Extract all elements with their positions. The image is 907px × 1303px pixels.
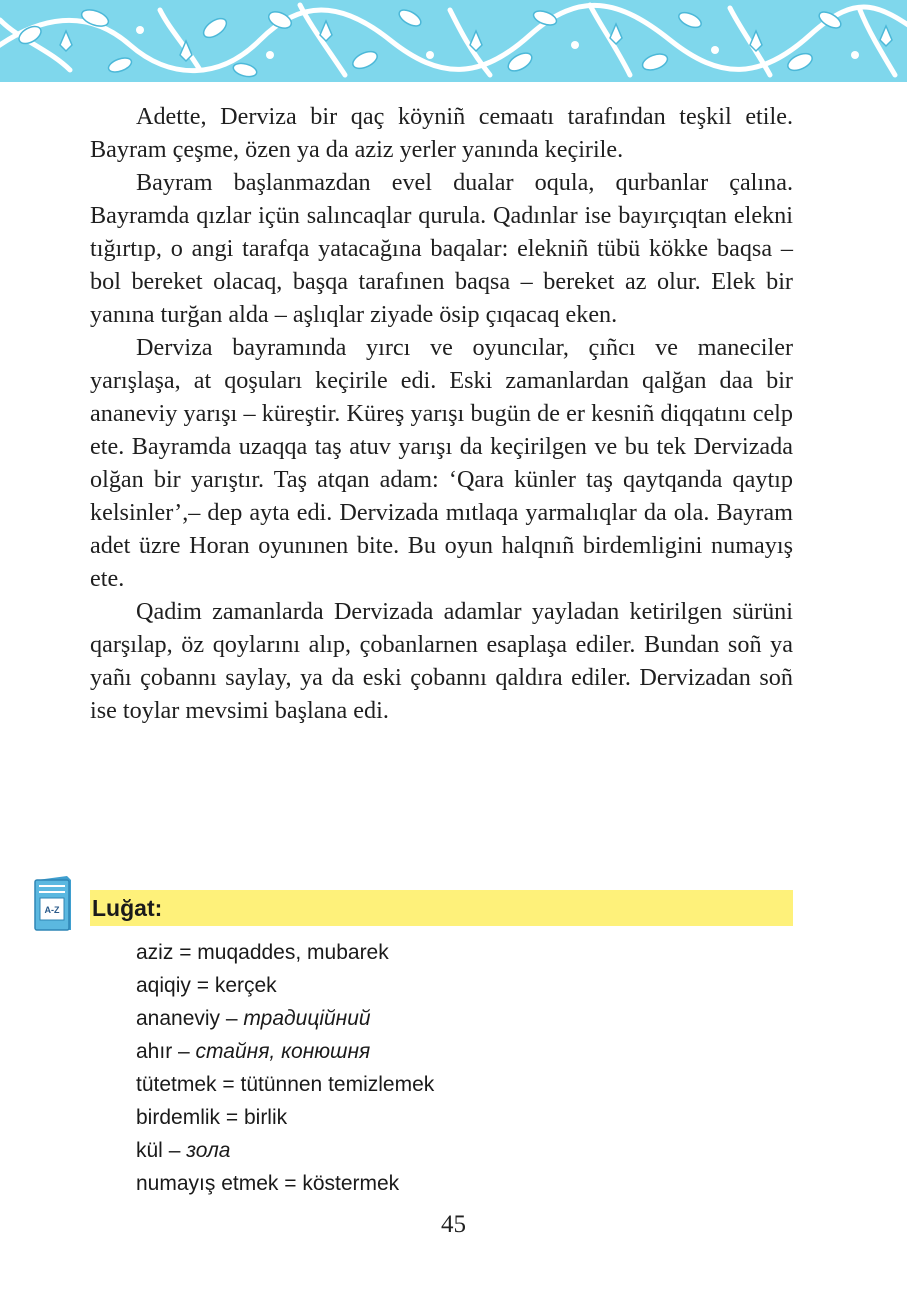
vocabulary-separator: = — [220, 1106, 244, 1129]
vocabulary-title: Luğat: — [92, 895, 163, 921]
vocabulary-definition: стайня, конюшня — [195, 1040, 371, 1063]
vocabulary-definition: kerçek — [214, 974, 277, 997]
vocabulary-item — [136, 1134, 434, 1167]
vocabulary-term: ananeviy — [136, 1007, 221, 1030]
vocabulary-item — [136, 936, 434, 969]
paragraph: Derviza bayramında yırcı ve oyuncılar, çıñcı ve maneciler yarışlaşa, at qoşuları keçirile edi. Eski zamanlardan qalğan daa bir ananeviy yarışı – küreştir. Küreş yarışı bugün de er kesniñ diqqatını celp ete. Bayramda uzaqqa taş atuv yarışı da keçirilgen ve bu tek Dervizada olğan bir yarıştır. Taş atqan adam: ‘Qara künler taş qaytqanda qaytıp kelsinler’,– dep ayta edi. Dervizada mıtlaqa yarmalıqlar da ola. Bayram adet üzre Horan oyunınen bite. Bu oyun halqnıñ birdemligini numayış ete. — [90, 334, 793, 592]
vocabulary-term: tütetmek — [136, 1073, 217, 1096]
vocabulary-item — [136, 969, 434, 1002]
vocabulary-separator: = — [173, 941, 198, 964]
vocabulary-item — [136, 1002, 434, 1035]
vocabulary-separator: = — [278, 1172, 303, 1195]
paragraph: Adette, Derviza bir qaç köyniñ cemaatı tarafından teşkil etile. Bayram çeşme, özen ya da aziz yerler yanında keçirile. — [90, 103, 793, 163]
vocabulary-separator: – — [162, 1139, 187, 1162]
vocabulary-definition: birlik — [243, 1106, 288, 1129]
vocabulary-definition: muqaddes, mubarek — [197, 941, 389, 964]
vocabulary-header-bar — [90, 890, 793, 926]
vocabulary-item — [136, 1167, 434, 1200]
vocabulary-separator: – — [220, 1007, 244, 1030]
vocabulary-separator: = — [216, 1073, 241, 1096]
vocabulary-term: aziz — [136, 941, 174, 964]
vocabulary-definition: зола — [186, 1139, 231, 1162]
vocabulary-list — [136, 936, 434, 1200]
floral-ornament — [0, 0, 907, 82]
vocabulary-item — [136, 1101, 434, 1134]
vocabulary-term: aqiqiy — [136, 974, 191, 997]
vocabulary-term: kül — [136, 1139, 163, 1162]
paragraph: Bayram başlanmazdan evel dualar oqula, qurbanlar çalına. Bayramda qızlar içün salıncaqlar qurula. Qadınlar ise bayırçıqtan elekni tığırtıp, o angi tarafqa yatacağına baqalar: elekniñ tübü kökke baqsa – bol bereket olacaq, başqa tarafınen baqsa – bereket az olur. Elek bir yanına turğan alda – aşlıqlar ziyade ösip çıqacaq eken. — [90, 169, 793, 328]
vocabulary-term: birdemlik — [136, 1106, 221, 1129]
vocabulary-separator: = — [190, 974, 215, 997]
dictionary-icon-label: A-Z — [44, 905, 60, 915]
vocabulary-item — [136, 1035, 434, 1068]
page-number: 45 — [441, 1211, 466, 1238]
vocabulary-definition: tütünnen temizlemek — [240, 1073, 435, 1096]
decorative-floral-banner — [0, 0, 907, 82]
vocabulary-definition: köstermek — [302, 1172, 400, 1195]
vocabulary-term: ahır — [136, 1040, 173, 1063]
article-body — [90, 100, 793, 727]
dictionary-book-icon — [31, 874, 75, 932]
vocabulary-item — [136, 1068, 434, 1101]
vocabulary-definition: традиційний — [243, 1007, 371, 1030]
paragraph: Qadim zamanlarda Dervizada adamlar yayladan ketirilgen sürüni qarşılap, öz qoylarını alıp, çobanlarnen esaplaşa ediler. Bundan soñ ya yañı çobannı saylay, ya da eski çobannı qaldıra ediler. Dervizadan soñ ise toylar mevsimi başlana edi. — [90, 598, 793, 724]
vocabulary-separator: – — [172, 1040, 196, 1063]
vocabulary-term: numayış etmek — [136, 1172, 279, 1195]
